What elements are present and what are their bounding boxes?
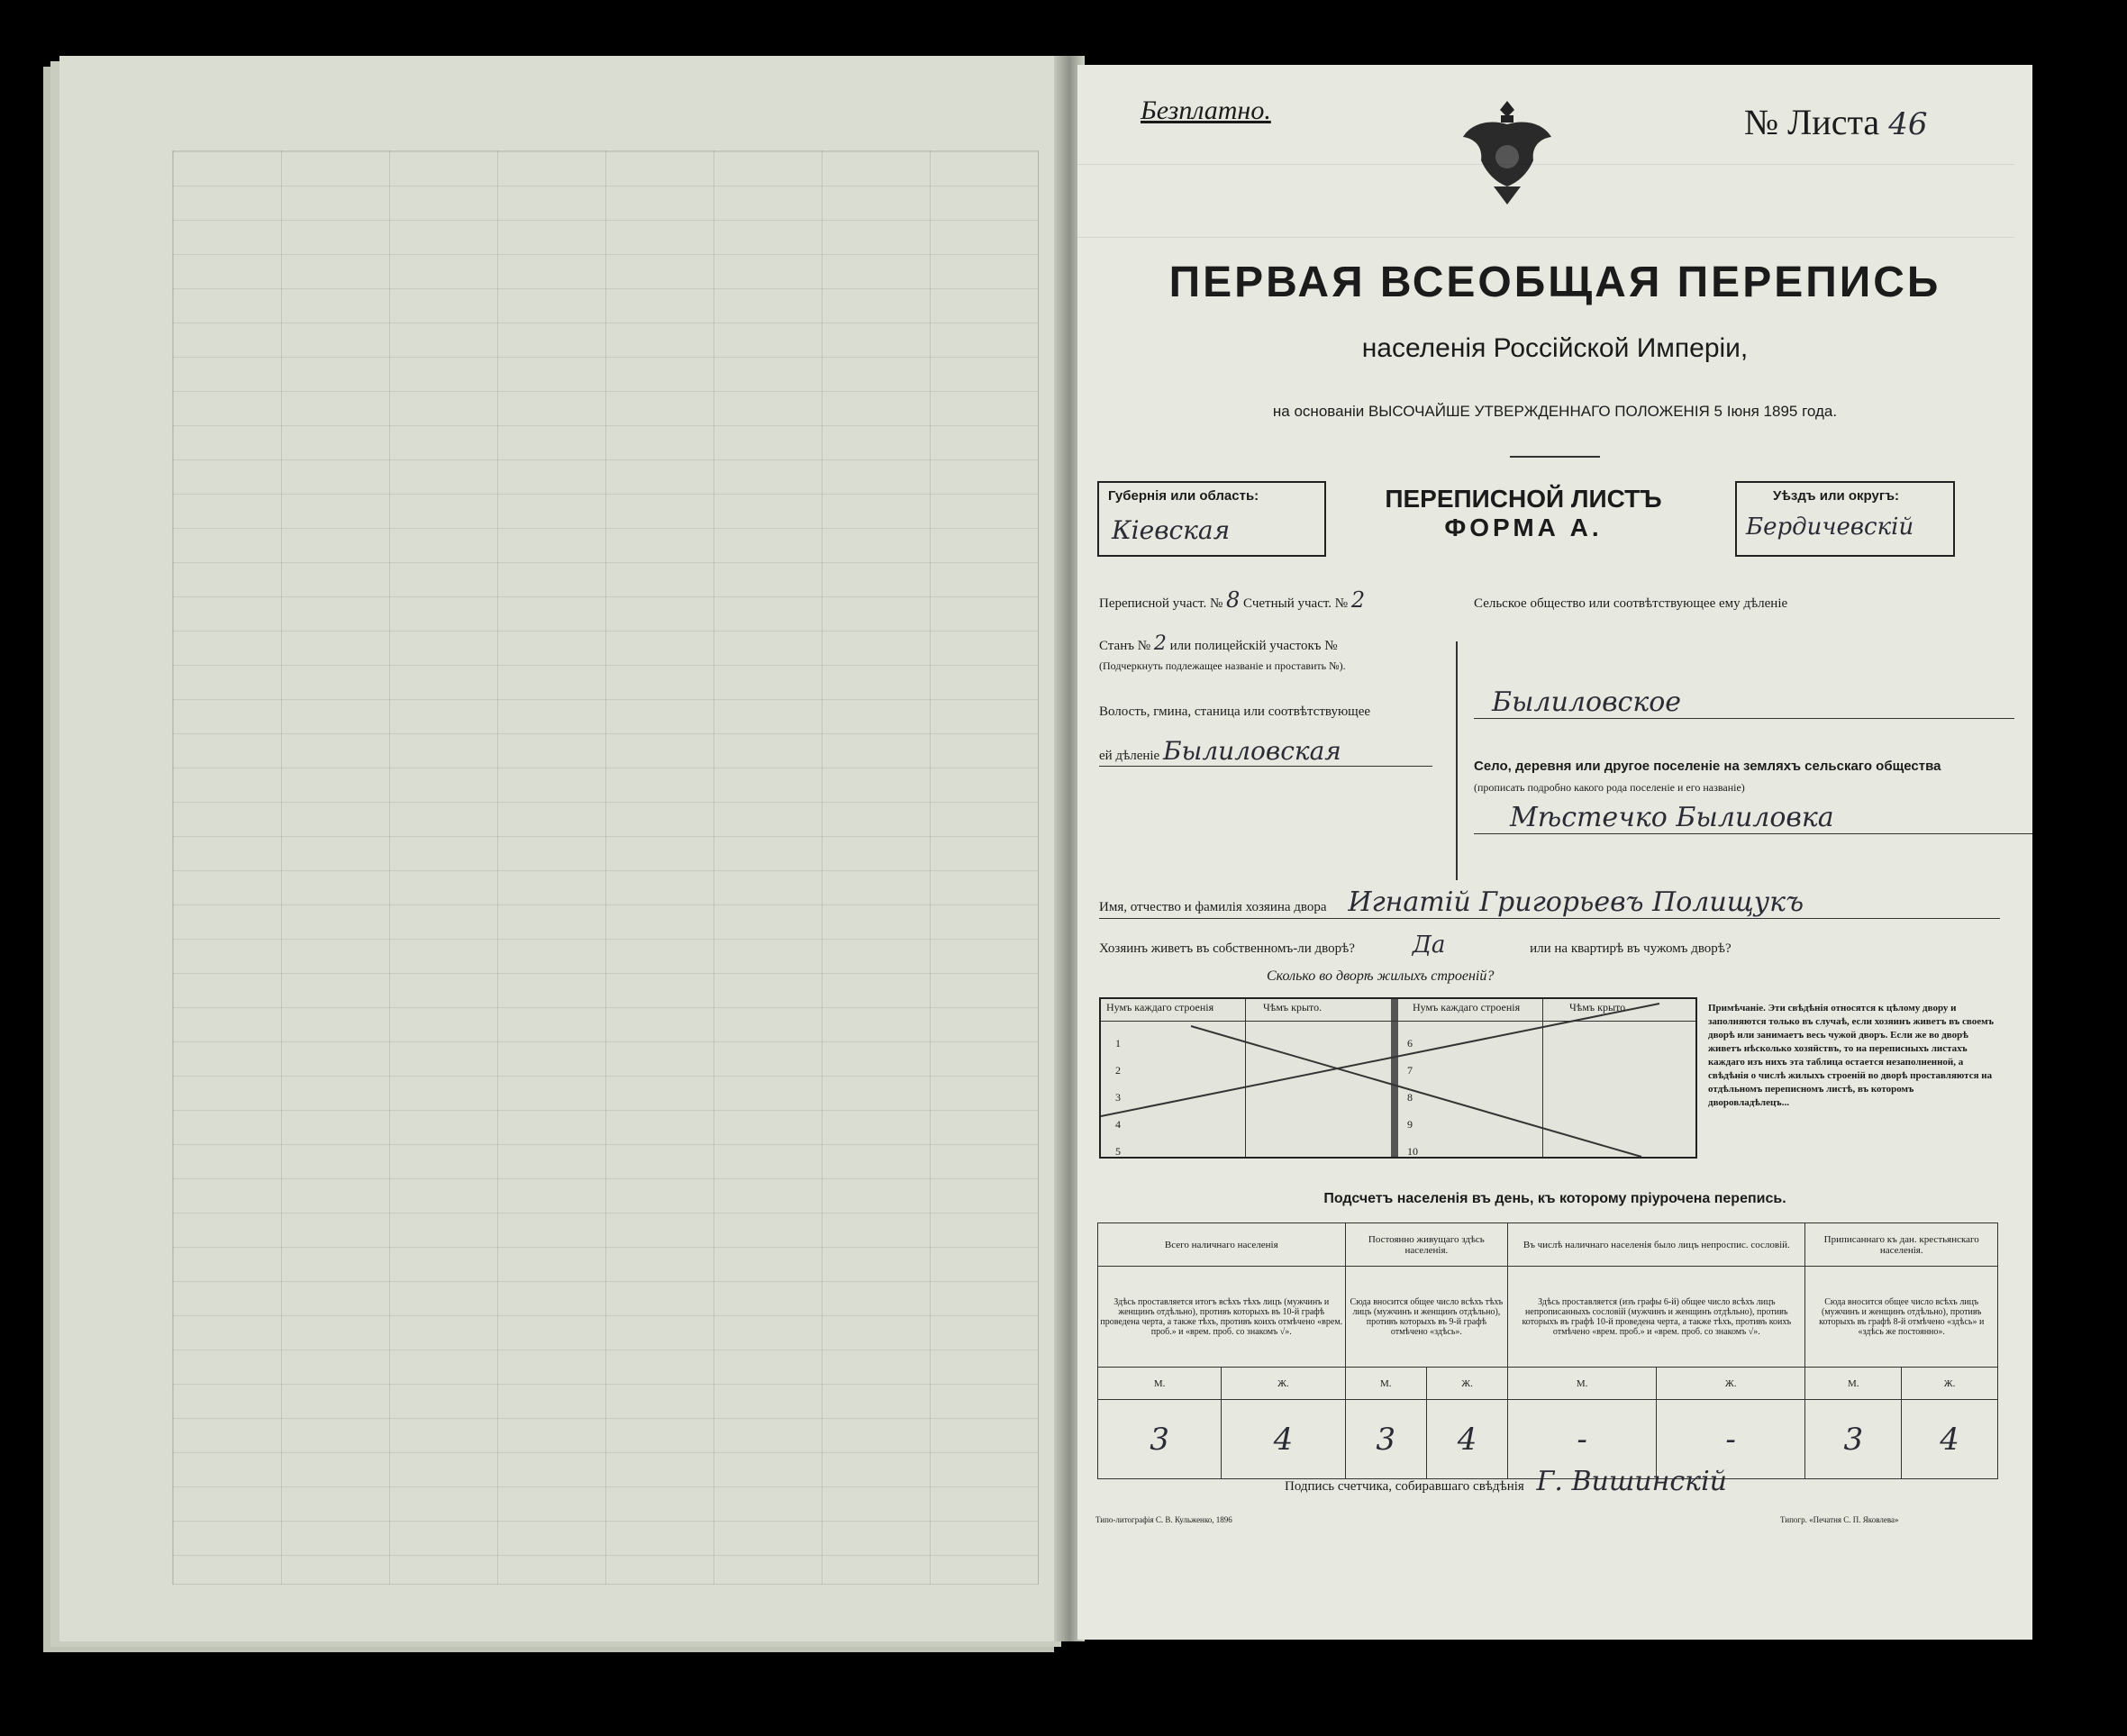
signature-row [1285,1466,1727,1497]
village-note: (прописать подробно какого рода поселеніе и его названіе) [1474,781,1745,794]
population-table [1097,1222,1998,1479]
free-label: Безплатно. [1141,95,1271,125]
buildings-note [1708,1002,1996,1110]
census-section-label: Переписной участ. № [1099,596,1223,611]
owner-value: Игнатій Григорьевъ Полищукъ [1348,886,1804,918]
col-f-4: Ж. [1902,1368,1998,1400]
form-name [1330,485,1717,542]
value-8: 4 [1902,1400,1998,1479]
group-desc-3: Здѣсь проставляется (изъ графы 6-й) общее число всѣхъ лицъ непрописанныхъ сословій (мужчинъ и женщинъ отдѣльно), противъ которыхъ въ графѣ 10-й проведена черта, а также тѣхъ, противъ коихъ отмѣчено «врем. проб.» и «врем. проб. со знакомъ √». [1508,1267,1805,1368]
province-value: Кіевская [1112,515,1231,545]
owner-row [1099,886,2000,919]
district-box [1735,481,1955,557]
society-label: Сельское общество или соотвѣтствующее ему дѣленіе [1474,596,1788,611]
legal-basis: на основаніи ВЫСОЧАЙШЕ УТВЕРЖДЕННАГО ПОЛОЖЕНІЯ 5 Іюня 1895 года. [1272,403,1838,420]
camp-value: 2 [1153,632,1167,655]
buildings-table [1099,997,1697,1159]
group-title-1: Всего наличнаго населенія [1098,1223,1346,1267]
counting-section-label: Счетный участ. № [1243,596,1349,611]
printer-left: Типо-литографія С. В. Кульженко, 1896 [1095,1515,1232,1524]
sheet-number-label: № Листа [1744,102,1880,142]
buildings-col-roof-2: Чѣмъ крыто. [1569,1001,1629,1013]
col-m-3: М. [1508,1368,1657,1400]
signature-value: Г. Вишинскій [1536,1466,1727,1497]
buildings-note-text: Эти свѣдѣнія относятся к цѣлому двору и заполняются только въ случаѣ, если хозяинъ живетъ въ своемъ дворѣ или занимаетъ весь чужой дворъ. Если же во дворѣ живетъ нѣсколько хозяйствъ, то на переписныхъ листахъ каждаго изъ нихъ эта таблица остается незаполненной, а свѣдѣнія о числѣ жилыхъ строеній во дворѣ проставляются на отдѣльномъ переписномъ листѣ, въ которомъ дворовладѣлецъ... [1708,1003,1995,1108]
group-desc-1: Здѣсь проставляется итогъ всѣхъ тѣхъ лицъ (мужчинъ и женщинъ отдѣльно), противъ которыхъ въ 10-й графѣ проведена черта, а также тѣхъ, противъ коихъ отмѣчено «врем. проб.» и «врем. проб. со знакомъ √». [1098,1267,1346,1368]
col-f-3: Ж. [1656,1368,1804,1400]
value-3: 3 [1345,1400,1426,1479]
col-m-2: М. [1345,1368,1426,1400]
owner-label: Имя, отчество и фамилія хозяина двора [1099,900,1327,914]
col-f-2: Ж. [1426,1368,1507,1400]
left-page [59,56,1070,1641]
page-subtitle: населенія Россійской Имперіи, [1361,333,1749,363]
buildings-rows-left: 1 2 3 4 5 [1115,1037,1121,1158]
group-title-4: Приписаннаго къ дан. крестьянскаго населенія. [1805,1223,1998,1267]
buildings-note-title: Примѣчаніе. [1708,1003,1766,1013]
volost-label-2: ей дѣленіе [1099,749,1160,763]
buildings-question: Сколько во дворѣ жилыхъ строеній? [1267,968,1495,984]
value-2: 4 [1222,1400,1345,1479]
district-value: Бердичевскій [1746,514,1914,541]
census-section-value: 8 [1226,587,1241,613]
counting-section-value: 2 [1350,587,1366,613]
rent-label: или на квартирѣ въ чужомъ дворѣ? [1530,941,1732,956]
buildings-rows-right: 6 7 8 9 10 [1407,1037,1418,1158]
col-m-4: М. [1805,1368,1902,1400]
own-yard-value: Да [1412,932,1446,959]
camp-note: (Подчеркнуть подлежащее названіе и проставить №). [1099,659,1346,672]
province-box [1097,481,1326,557]
sheet-number: 46 [1888,106,1928,142]
camp-row [1099,632,1338,655]
volost-value: Былиловская [1162,736,1341,766]
district-label: Уѣздъ или округъ: [1773,488,1900,504]
buildings-col-number-2: Нумъ каждаго строенія [1413,1001,1521,1013]
group-desc-2: Сюда вносится общее число всѣхъ тѣхъ лицъ (мужчинъ и женщинъ отдѣльно), противъ которыхъ въ 9-й графѣ отмѣчено «здѣсь». [1345,1267,1508,1368]
column-divider [1456,641,1458,880]
volost-row [1099,736,1432,767]
population-heading: Подсчетъ населенія въ день, къ которому пріурочена перепись. [1323,1191,1786,1206]
buildings-col-roof: Чѣмъ крыто. [1263,1001,1323,1013]
page-title: ПЕРВАЯ ВСЕОБЩАЯ ПЕРЕПИСЬ [1168,259,1941,306]
province-label: Губернія или область: [1108,488,1259,504]
camp-label: Станъ № [1099,639,1151,653]
value-1: 3 [1098,1400,1222,1479]
group-title-3: Въ числѣ наличнаго населенія было лицъ непроспис. сословій. [1508,1223,1805,1267]
value-5: - [1508,1400,1657,1479]
col-f-1: Ж. [1222,1368,1345,1400]
census-form-page [1077,65,2032,1640]
value-4: 4 [1426,1400,1507,1479]
value-6: - [1656,1400,1804,1479]
form-name-line-2: ФОРМА А. [1444,514,1603,541]
volost-label-1: Волость, гмина, станица или соотвѣтствующее [1099,704,1371,719]
signature-label: Подпись счетчика, собиравшаго свѣдѣнія [1285,1479,1524,1494]
group-title-2: Постоянно живущаго здѣсь населенія. [1345,1223,1508,1267]
yard-row [1099,932,1732,959]
census-section-row [1099,587,1365,613]
village-value: Мѣстечко Былиловка [1474,802,2032,834]
buildings-col-number: Нумъ каждаго строенія [1106,1001,1214,1013]
village-label: Село, деревня или другое поселеніе на земляхъ сельскаго общества [1474,759,1941,774]
group-desc-4: Сюда вносится общее число всѣхъ лицъ (мужчинъ и женщинъ отдѣльно), противъ которыхъ въ графѣ 8-й отмѣчено «здѣсь» и «здѣсь же постоянно». [1805,1267,1998,1368]
society-value: Былиловское [1474,686,2014,719]
own-yard-label: Хозяинъ живетъ въ собственномъ-ли дворѣ? [1099,941,1355,956]
col-m-1: М. [1098,1368,1222,1400]
printer-right: Типогр. «Печатня С. П. Яковлева» [1780,1515,1899,1524]
left-page-grid [172,150,1039,1585]
form-name-line-1: ПЕРЕПИСНОЙ ЛИСТЪ [1385,485,1662,513]
ornament-divider [1510,456,1600,458]
faint-header-table [1077,164,2014,238]
buildings-crossout [1101,999,1695,1157]
police-label: или полицейскій участокъ № [1169,639,1338,653]
value-7: 3 [1805,1400,1902,1479]
